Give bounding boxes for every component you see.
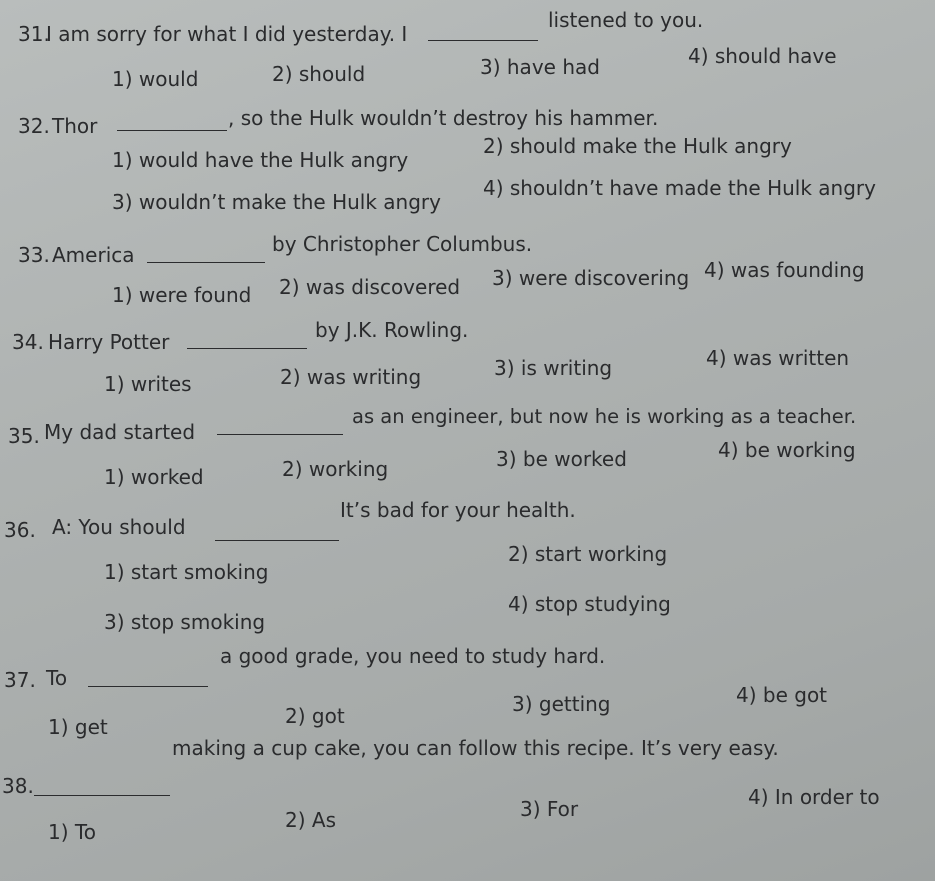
answer-blank[interactable]: [215, 540, 339, 541]
question-stem-after: by Christopher Columbus.: [272, 232, 533, 256]
option-4[interactable]: 4) was founding: [704, 258, 865, 282]
question-number: 37.: [4, 668, 36, 692]
question-stem-after: making a cup cake, you can follow this recipe. It’s very easy.: [172, 736, 779, 760]
option-3[interactable]: 3) For: [520, 797, 579, 821]
question-number: 33.: [18, 243, 50, 267]
option-4[interactable]: 4) shouldn’t have made the Hulk angry: [483, 176, 876, 200]
question-stem-before: To: [46, 666, 68, 690]
option-4[interactable]: 4) be got: [736, 683, 828, 707]
option-3[interactable]: 3) have had: [480, 55, 600, 79]
question-stem-after: a good grade, you need to study hard.: [220, 644, 606, 668]
option-4[interactable]: 4) In order to: [748, 785, 880, 809]
option-1[interactable]: 1) start smoking: [104, 560, 269, 584]
option-4[interactable]: 4) be working: [718, 438, 856, 462]
question-number: 32.: [18, 114, 50, 138]
option-2[interactable]: 2) was discovered: [279, 275, 461, 299]
answer-blank[interactable]: [187, 348, 307, 349]
question-number: 38.: [2, 774, 34, 798]
option-3[interactable]: 3) wouldn’t make the Hulk angry: [112, 190, 441, 214]
option-2[interactable]: 2) working: [282, 457, 389, 481]
question-number: 34.: [12, 330, 44, 354]
option-3[interactable]: 3) getting: [512, 692, 611, 716]
question-stem-after: It’s bad for your health.: [340, 498, 576, 522]
answer-blank[interactable]: [428, 40, 538, 41]
option-1[interactable]: 1) were found: [112, 283, 252, 307]
option-1[interactable]: 1) would: [112, 67, 199, 91]
question-stem-before: Thor: [52, 114, 98, 138]
option-2[interactable]: 2) got: [285, 704, 345, 728]
option-2[interactable]: 2) should make the Hulk angry: [483, 134, 792, 158]
option-2[interactable]: 2) was writing: [280, 365, 422, 389]
answer-blank[interactable]: [117, 130, 227, 131]
option-4[interactable]: 4) was written: [706, 346, 850, 370]
option-3[interactable]: 3) were discovering: [492, 266, 690, 290]
question-stem-after: by J.K. Rowling.: [315, 318, 469, 342]
option-1[interactable]: 1) worked: [104, 465, 204, 489]
option-1[interactable]: 1) would have the Hulk angry: [112, 148, 409, 172]
option-4[interactable]: 4) stop studying: [508, 592, 671, 616]
question-stem-before: My dad started: [44, 420, 196, 444]
option-1[interactable]: 1) To: [48, 820, 96, 844]
option-3[interactable]: 3) stop smoking: [104, 610, 266, 634]
answer-blank[interactable]: [34, 795, 170, 796]
option-2[interactable]: 2) start working: [508, 542, 668, 566]
answer-blank[interactable]: [147, 262, 265, 263]
answer-blank[interactable]: [88, 686, 208, 687]
question-stem-before: Harry Potter: [48, 330, 170, 354]
question-stem-before: I am sorry for what I did yesterday. I: [46, 22, 408, 46]
answer-blank[interactable]: [217, 434, 343, 435]
option-4[interactable]: 4) should have: [688, 44, 837, 68]
question-number: 31.: [18, 22, 50, 46]
option-1[interactable]: 1) writes: [104, 372, 192, 396]
question-number: 36.: [4, 518, 36, 542]
option-3[interactable]: 3) be worked: [496, 447, 627, 471]
question-number: 35.: [8, 424, 40, 448]
question-stem-before: America: [52, 243, 135, 267]
option-2[interactable]: 2) should: [272, 62, 366, 86]
option-1[interactable]: 1) get: [48, 715, 108, 739]
option-2[interactable]: 2) As: [285, 808, 336, 832]
question-stem-after: as an engineer, but now he is working as a teacher.: [352, 405, 857, 428]
question-stem-after: listened to you.: [548, 8, 704, 32]
option-3[interactable]: 3) is writing: [494, 356, 613, 380]
question-stem-after: , so the Hulk wouldn’t destroy his hammer.: [228, 106, 659, 130]
question-stem-before: A: You should: [52, 515, 186, 539]
